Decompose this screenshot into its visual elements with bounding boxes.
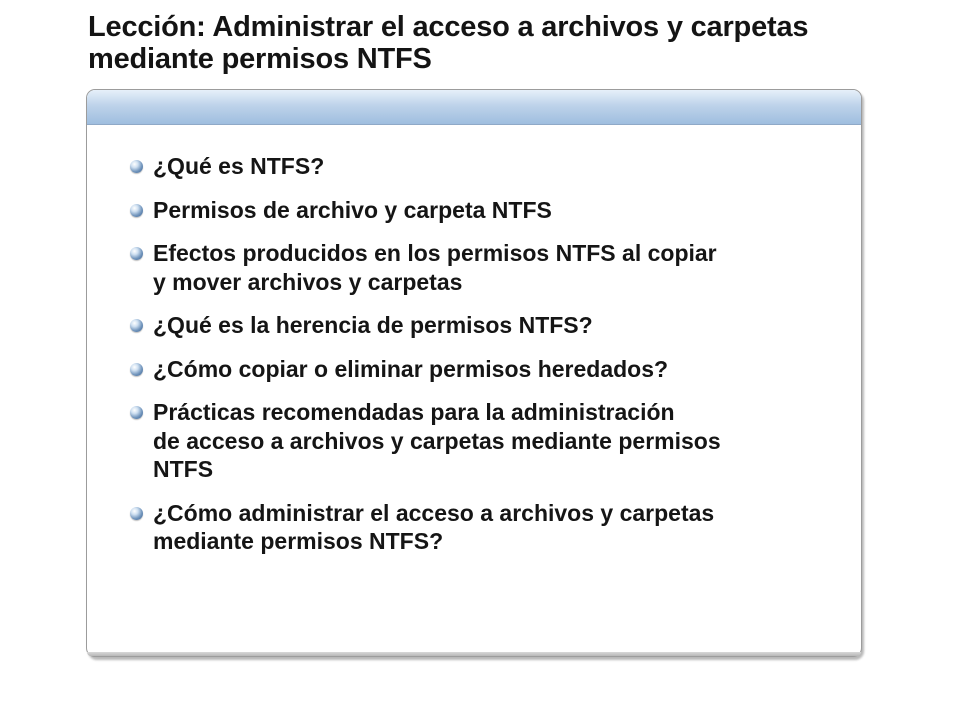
topic-line: ¿Cómo administrar el acceso a archivos y carpetas — [153, 499, 715, 526]
topic-line: ¿Cómo copiar o eliminar permisos heredados? — [153, 355, 669, 382]
topic-line: y mover archivos y carpetas — [153, 268, 463, 295]
blue-sphere-bullet-icon — [130, 160, 143, 173]
topic-line: Permisos de archivo y carpeta NTFS — [153, 196, 552, 223]
topic-item — [135, 355, 835, 384]
topic-line: ¿Qué es NTFS? — [153, 153, 325, 179]
topic-item — [135, 398, 835, 484]
topic-line: Prácticas recomendadas para la administración — [153, 399, 675, 425]
blue-sphere-bullet-icon — [130, 247, 143, 260]
topic-line: NTFS — [153, 456, 214, 482]
panel-header-bar — [87, 90, 861, 125]
topic-item — [135, 311, 835, 340]
panel-footer-line — [87, 652, 861, 656]
blue-sphere-bullet-icon — [130, 406, 143, 419]
content-panel — [86, 89, 862, 657]
blue-sphere-bullet-icon — [130, 507, 143, 520]
slide-title-line-2: mediante permisos NTFS — [88, 42, 432, 75]
topic-line: Efectos producidos en los permisos NTFS al copiar — [153, 240, 717, 266]
topic-line: ¿Qué es la herencia de permisos NTFS? — [153, 312, 593, 338]
blue-sphere-bullet-icon — [130, 319, 143, 332]
topic-line: mediante permisos NTFS? — [153, 528, 444, 554]
topic-line: de acceso a archivos y carpetas mediante permisos — [153, 427, 721, 454]
topic-item — [135, 499, 835, 556]
topic-item — [135, 152, 835, 181]
blue-sphere-bullet-icon — [130, 204, 143, 217]
slide-title-line-1: Lección: Administrar el acceso a archivos y carpetas — [88, 11, 809, 43]
topic-item — [135, 239, 835, 296]
topic-list — [135, 152, 835, 571]
slide-title — [88, 12, 928, 76]
blue-sphere-bullet-icon — [130, 363, 143, 376]
topic-item — [135, 196, 835, 225]
